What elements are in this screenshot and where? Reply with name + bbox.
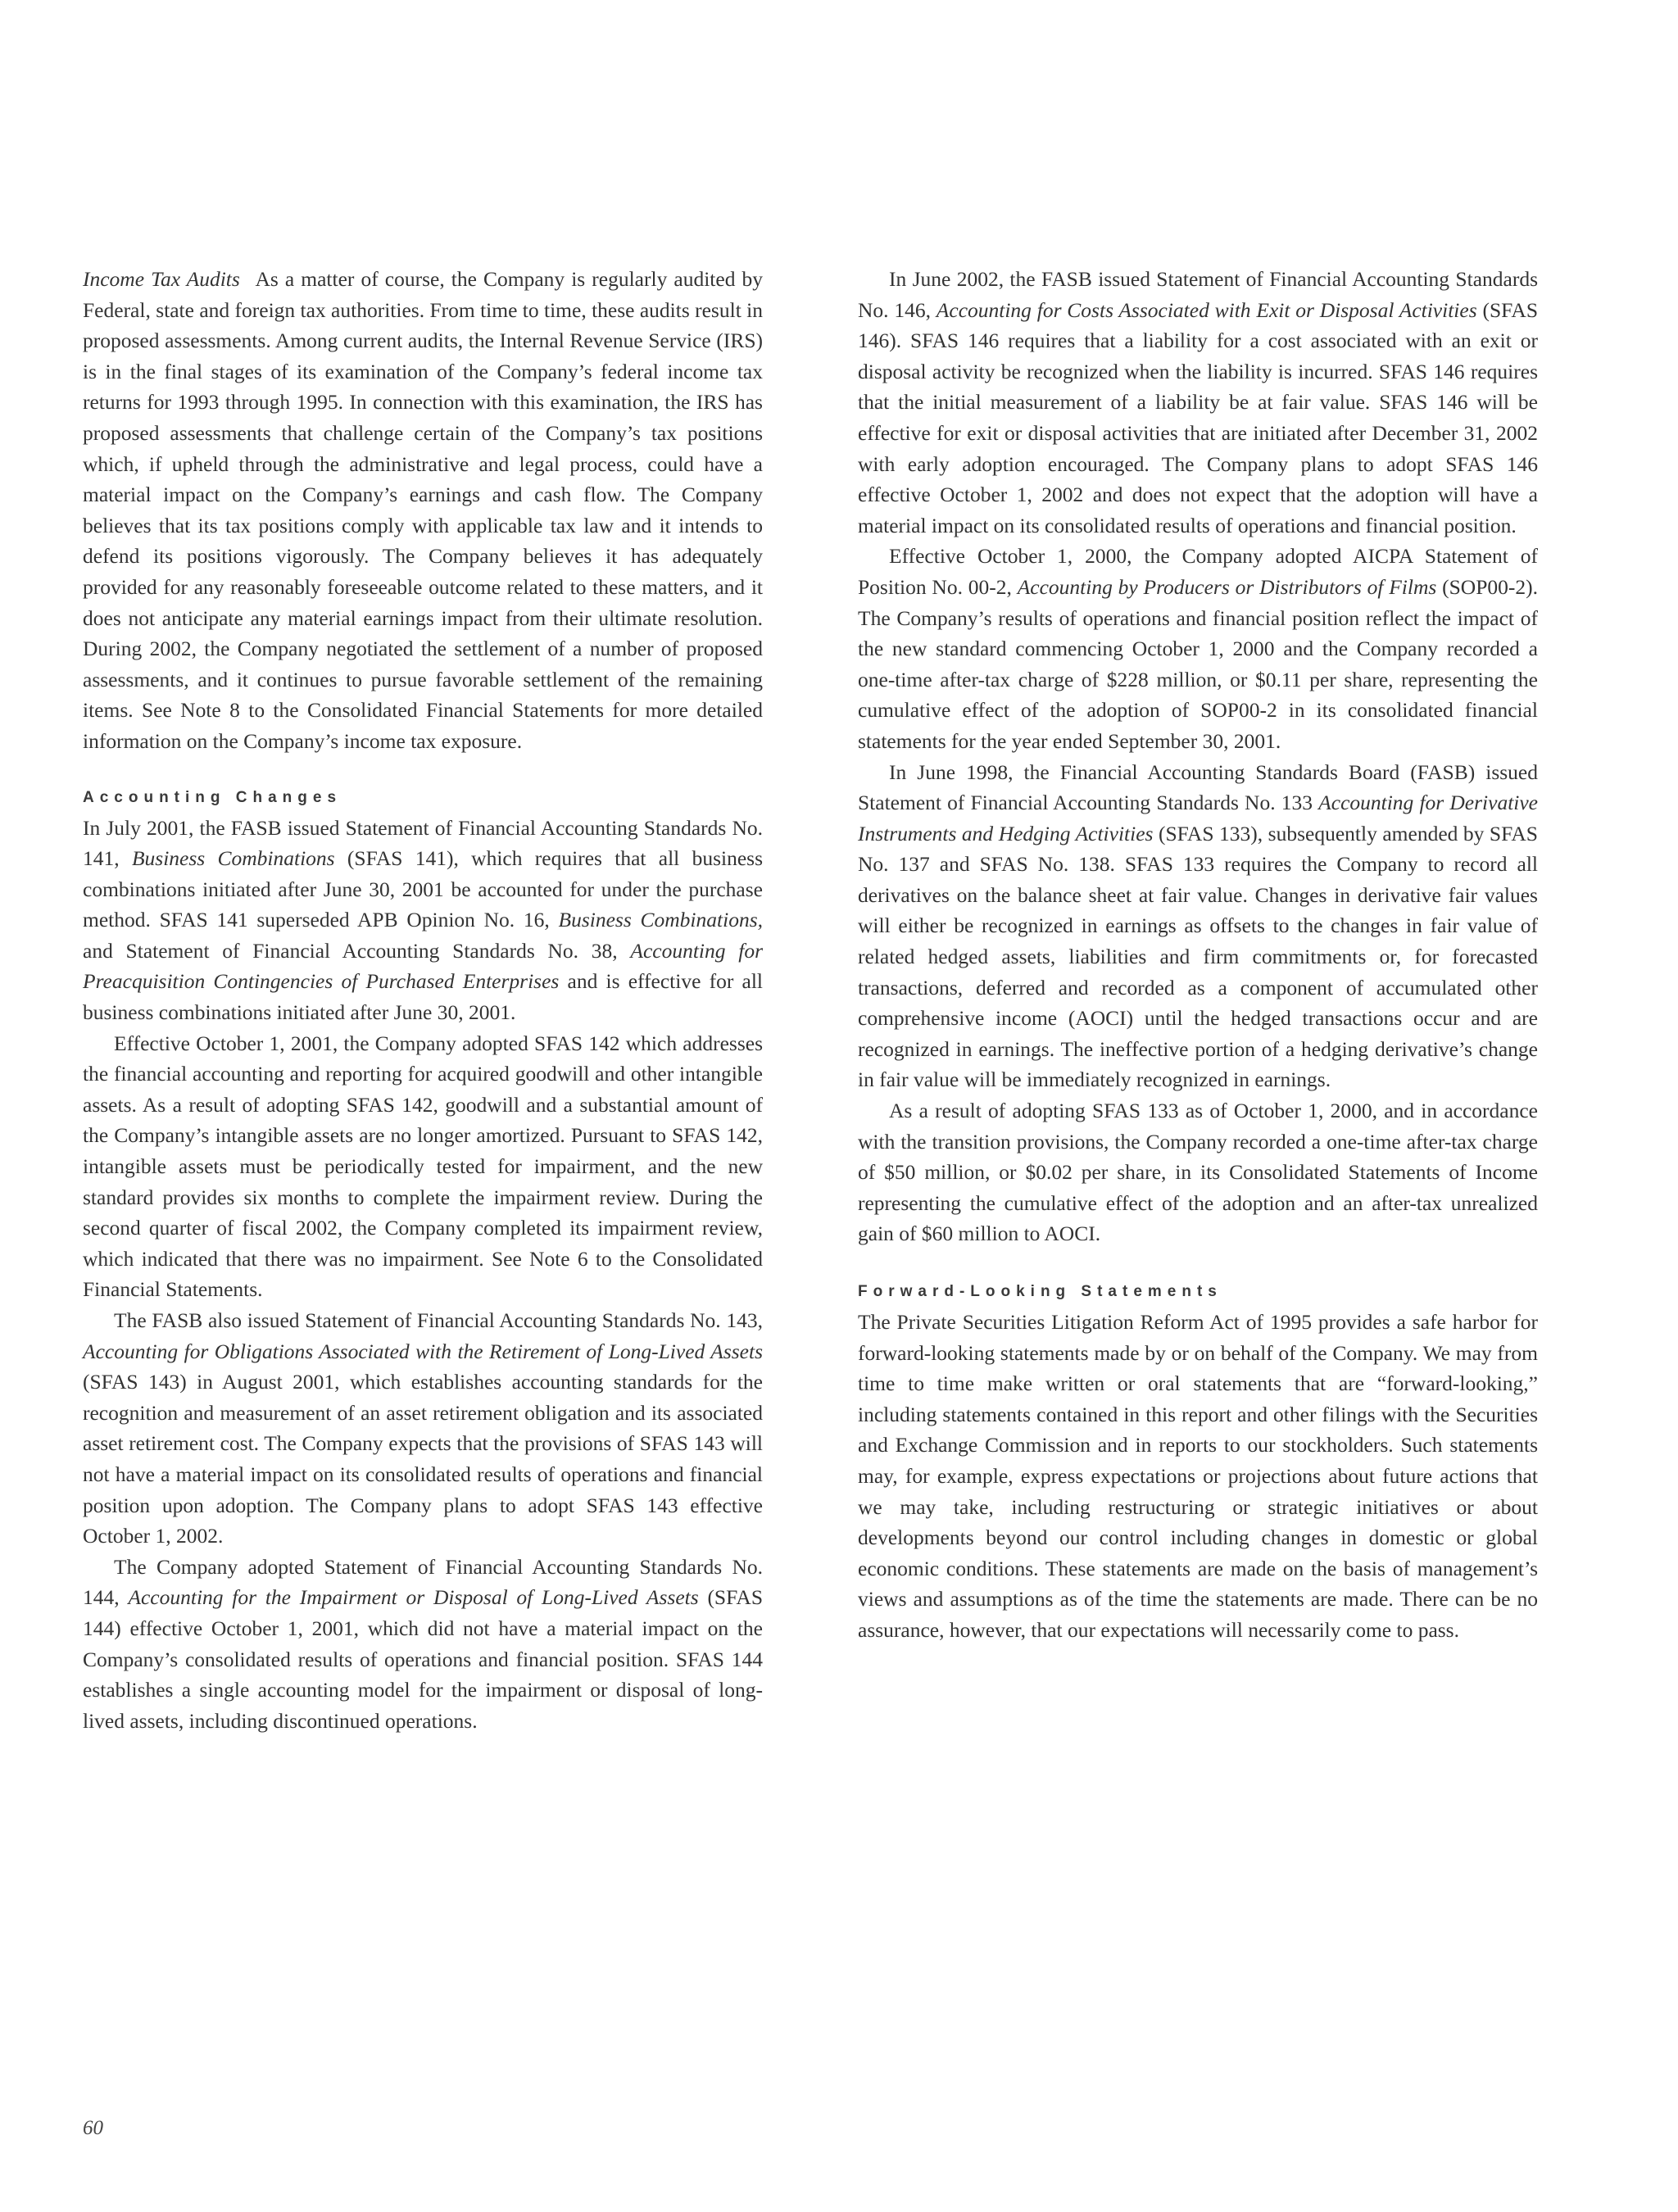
sfas-146-text-1: In June 2002, the FASB issued Statement of Financial Accounting Standards No. 146, (858, 267, 1538, 322)
accounting-changes-heading: Accounting Changes (83, 788, 342, 806)
sfas-142-paragraph: Effective October 1, 2001, the Company adopted SFAS 142 which addresses the financial accounting and reporting for acquired goodwill and other intangible assets. As a result of adopting SFAS 142, goodwill and a substantial amount of the Company’s intangible assets are no longer amortized. Pursuant to SFAS 142, intangible assets must be periodically tested for impairment, and the new standard provides six months to complete the impairment review. During the second quarter of fiscal 2002, the Company completed its impairment review, which indicated that there was no impairment. See Note 6 to the Consolidated Financial Statements. (83, 1031, 763, 1302)
income-tax-audits-body: As a matter of course, the Company is regularly audited by Federal, state and foreign tax authorities. From time to time, these audits result in proposed assessments. Among current audits, the Internal Revenue Service (IRS) is in the final stages of its examination of the Company’s federal income tax returns for 1993 through 1995. In connection with this examination, the IRS has proposed assessments that challenge certain of the Company’s tax positions which, if upheld through the administrative and legal process, could have a material impact on the Company’s earnings and cash flow. The Company believes that its tax positions comply with applicable tax law and it intends to defend its positions vigorously. The Company believes it has adequately provided for any reasonably foreseeable outcome related to these matters, and it does not anticipate any material earnings impact from their ultimate resolution. During 2002, the Company negotiated the settlement of a number of proposed assessments, and it continues to pursue favorable settlement of the remaining items. See Note 8 to the Consolidated Financial Statements for more detailed information on the Company’s income tax exposure. (83, 267, 764, 753)
sfas-146-paragraph (858, 264, 1538, 541)
sfas-146-text-2: (SFAS 146). SFAS 146 requires that a liability for a cost associated with an exit or disposal activity be recognized when the liability is incurred. SFAS 146 requires that the initial measurement of a liability be at fair value. SFAS 146 will be effective for exit or disposal activities that are initiated after December 31, 2002 with early adoption encouraged. The Company plans to adopt SFAS 146 effective October 1, 2002 and does not expect that the adoption will have a material impact on its consolidated results of operations and financial position. (858, 297, 1539, 537)
sfas-144-title: Accounting for the Impairment or Disposal of Long-Lived Assets (128, 1585, 699, 1610)
sfas-141-title-1: Business Combinations (131, 846, 335, 871)
sfas-143-title: Accounting for Obligations Associated with the Retirement of Long-Lived Assets (83, 1339, 763, 1363)
sop00-2-title: Accounting by Producers or Distributors of Films (1017, 574, 1437, 599)
sfas-144-text-2: (SFAS 144) effective October 1, 2001, which did not have a material impact on the Company’s consolidated results of operations and financial position. SFAS 144 establishes a single accounting model for the impairment or disposal of long-lived assets, including discontinued operations. (83, 1585, 764, 1733)
page-number: 60 (83, 2117, 103, 2139)
sfas-133-adoption-paragraph: As a result of adopting SFAS 133 as of October 1, 2000, and in accordance with the transition provisions, the Company recorded a one-time after-tax charge of $50 million, or $0.02 per share, in its Consolidated Statements of Income representing the cumulative effect of the adoption and an after-tax unrealized gain of $60 million to AOCI. (858, 1099, 1538, 1246)
sfas-141-text-3: and Statement of Financial Accounting Standards No. 38, (83, 938, 631, 963)
sfas-143-paragraph (83, 1305, 763, 1552)
sfas-133-paragraph (858, 757, 1538, 1096)
sfas-141-title-3: Accounting for Preacquisition Contingencies of Purchased Enterprises (83, 938, 764, 994)
sfas-133-text-1: In June 1998, the Financial Accounting Standards Board (FASB) issued Statement of Financial Accounting Standards No. 133 (858, 759, 1538, 815)
sop00-2-text-1: Effective October 1, 2000, the Company adopted AICPA Statement of Position No. 00-2, (858, 544, 1538, 599)
sop00-2-text-2: (SOP00-2). The Company’s results of operations and financial position reflect the impact of the new standard commencing October 1, 2000 and the Company recorded a one-time after-tax charge of $228 million, or $0.11 per share, representing the cumulative effect of the adoption of SOP00-2 in its consolidated financial statements for the year ended September 30, 2001. (858, 574, 1538, 753)
sfas-141-text-2: (SFAS 141), which requires that all business combinations initiated after June 30, 2001 be accounted for under the purchase method. SFAS 141 superseded APB Opinion No. 16, (83, 846, 763, 932)
sfas-141-title-2: Business Combinations, (558, 908, 763, 932)
left-column (83, 264, 763, 1736)
forward-looking-statements-paragraph: The Private Securities Litigation Reform Act of 1995 provides a safe harbor for forward-looking statements made by or on behalf of the Company. We may from time to time make written or oral statements that are “forward-looking,” including statements contained in this report and other filings with the Securities and Exchange Commission and in reports to our stockholders. Such statements may, for example, express expectations or projections about future actions that we may take, including restructuring or strategic initiatives or about developments beyond our control including changes in domestic or global economic conditions. These statements are made on the basis of management’s views and assumptions as of the time the statements are made. There can be no assurance, however, that our expectations will necessarily come to pass. (858, 1310, 1538, 1642)
sfas-146-title: Accounting for Costs Associated with Exit or Disposal Activities (936, 297, 1477, 322)
sfas-141-text-4: and is effective for all business combinations initiated after June 30, 2001. (83, 969, 763, 1025)
forward-looking-statements-heading: Forward-Looking Statements (858, 1283, 1222, 1300)
sfas-141-paragraph (83, 813, 763, 1028)
income-tax-audits-lead-in: Income Tax Audits (83, 267, 240, 291)
right-column (858, 264, 1538, 1646)
income-tax-audits-paragraph (83, 264, 763, 757)
sfas-144-paragraph (83, 1552, 763, 1737)
sfas-133-title: Accounting for Derivative Instruments and Hedging Activities (858, 791, 1539, 845)
sfas-143-text-2: (SFAS 143) in August 2001, which establishes accounting standards for the recognition and measurement of an asset retirement obligation and its associated asset retirement cost. The Company expects that the provisions of SFAS 143 will not have a material impact on its consolidated results of operations and financial position upon adoption. The Company plans to adopt SFAS 143 effective October 1, 2002. (83, 1370, 763, 1548)
sfas-133-text-2: (SFAS 133), subsequently amended by SFAS No. 137 and SFAS No. 138. SFAS 133 requires the Company to record all derivatives on the balance sheet at fair value. Changes in derivative fair values will either be recognized in earnings as offsets to the changes in fair value of related hedged assets, liabilities and firm commitments or, for forecasted transactions, deferred and recorded as a component of accumulated other comprehensive income (AOCI) until the hedged transactions occur and are recognized in earnings. The ineffective portion of a hedging derivative’s change in fair value will be immediately recognized in earnings. (858, 821, 1538, 1092)
sfas-143-text-1: The FASB also issued Statement of Financial Accounting Standards No. 143, (114, 1308, 763, 1332)
sop00-2-paragraph (858, 541, 1538, 756)
sfas-141-text-1: In July 2001, the FASB issued Statement of Financial Accounting Standards No. 141, (83, 815, 763, 871)
sfas-144-text-1: The Company adopted Statement of Financial Accounting Standards No. 144, (83, 1554, 763, 1610)
